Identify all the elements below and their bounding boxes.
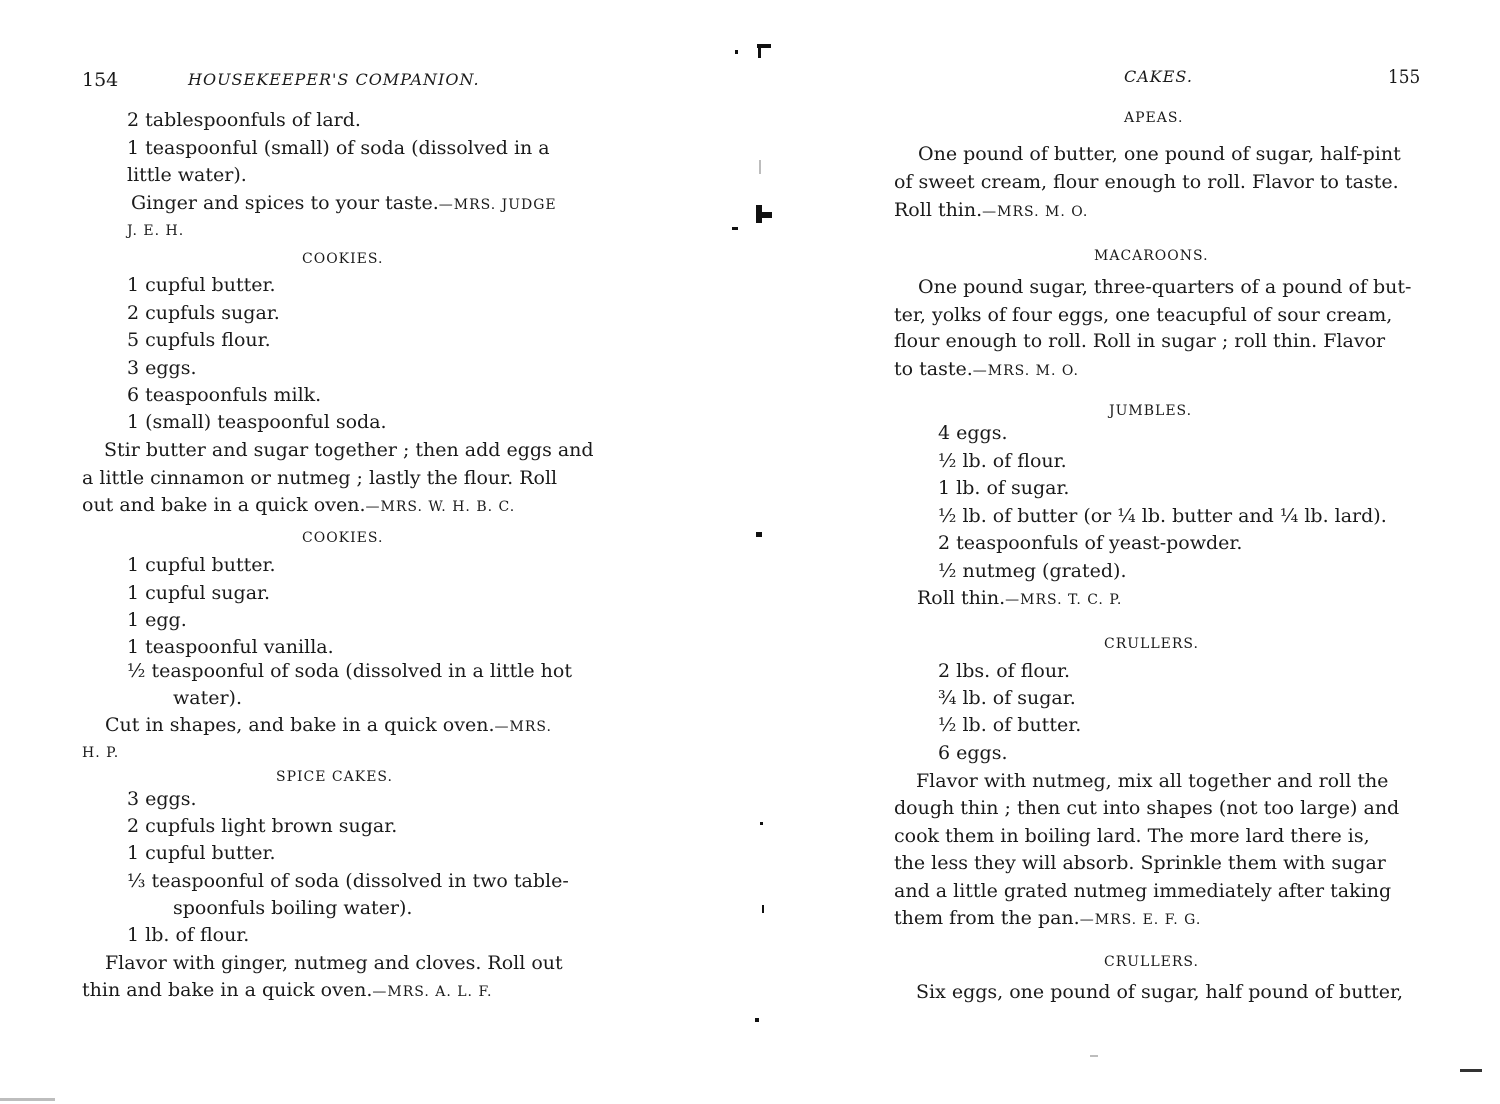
recipe-title: APEAS.	[1124, 110, 1184, 126]
ingredient-line: 6 teaspoonfuls milk.	[127, 384, 322, 406]
direction-line: cook them in boiling lard. The more lard there is,	[894, 825, 1370, 847]
ingredient-line: ⅓ teaspoonful of soda (dissolved in two table-	[127, 870, 569, 892]
direction-line: of sweet cream, flour enough to roll. Flavor to taste.	[894, 171, 1399, 193]
direction-text: to taste.	[894, 358, 973, 380]
ingredient-line: ¾ lb. of sugar.	[938, 687, 1076, 709]
recipe-title: JUMBLES.	[1109, 403, 1193, 419]
ingredient-line: 1 lb. of sugar.	[938, 477, 1070, 499]
signature: —MRS. A. L. F.	[372, 984, 493, 1000]
ink-speck	[735, 50, 738, 54]
direction-line: dough thin ; then cut into shapes (not too large) and	[894, 797, 1400, 819]
direction-line: ter, yolks of four eggs, one teacupful of sour cream,	[894, 304, 1393, 326]
ink-speck	[1090, 1055, 1098, 1057]
signature: —MRS.	[494, 719, 552, 735]
recipe-title: COOKIES.	[302, 251, 384, 267]
ink-speck	[758, 44, 761, 58]
ingredient-line: ½ lb. of butter.	[938, 714, 1082, 736]
ink-speck	[759, 160, 761, 174]
direction-line	[894, 198, 1088, 222]
ingredient-line: 5 cupfuls flour.	[127, 329, 271, 351]
direction-line: One pound sugar, three-quarters of a pound of but-	[918, 276, 1412, 298]
signature: —MRS. E. F. G.	[1079, 912, 1202, 928]
ingredient-line: 3 eggs.	[127, 357, 197, 379]
scan-edge-mark	[0, 1098, 55, 1101]
ink-speck	[756, 532, 762, 537]
ingredient-line: 4 eggs.	[938, 422, 1008, 444]
direction-line	[917, 586, 1122, 610]
ingredient-line: ½ teaspoonful of soda (dissolved in a little hot	[127, 660, 572, 682]
ingredient-line: 3 eggs.	[127, 788, 197, 810]
signature: —MRS. W. H. B. C.	[365, 499, 516, 515]
ingredient-line: 1 lb. of flour.	[127, 924, 250, 946]
ingredient-line: 1 cupful butter.	[127, 554, 276, 576]
right-page	[770, 0, 1500, 1104]
recipe-title: COOKIES.	[302, 530, 384, 546]
signature: —MRS. M. O.	[972, 363, 1079, 379]
direction-line	[894, 906, 1201, 930]
ingredient-line: 1 teaspoonful (small) of soda (dissolved in a	[127, 137, 550, 159]
direction-line: Flavor with nutmeg, mix all together and roll the	[916, 770, 1389, 792]
ink-speck	[762, 905, 764, 913]
signature: —MRS. JUDGE	[438, 197, 557, 213]
ingredient-line: 2 cupfuls sugar.	[127, 302, 280, 324]
direction-line: Stir butter and sugar together ; then add eggs and	[104, 439, 594, 461]
ingredient-line: little water).	[127, 164, 247, 186]
page-number: 154	[82, 69, 119, 91]
ingredient-line: 6 eggs.	[938, 742, 1008, 764]
direction-text: Roll thin.	[894, 199, 983, 221]
direction-text: out and bake in a quick oven.	[82, 494, 366, 516]
direction-line	[82, 978, 492, 1002]
signature: —MRS. T. C. P.	[1005, 592, 1123, 608]
direction-line	[82, 493, 515, 517]
ingredient-line: 1 cupful butter.	[127, 842, 276, 864]
ingredient-line: ½ lb. of butter (or ¼ lb. butter and ¼ lb. lard).	[938, 505, 1387, 527]
signature: —MRS. M. O.	[982, 204, 1089, 220]
ink-speck	[732, 227, 738, 230]
direction-text: them from the pan.	[894, 907, 1080, 929]
direction-line: Six eggs, one pound of sugar, half pound of butter,	[916, 981, 1403, 1003]
ink-speck	[755, 1018, 759, 1022]
recipe-title: CRULLERS.	[1104, 636, 1199, 652]
direction-line: the less they will absorb. Sprinkle them with sugar	[894, 852, 1386, 874]
direction-line: Flavor with ginger, nutmeg and cloves. Roll out	[105, 952, 563, 974]
ingredient-line: water).	[173, 687, 243, 709]
direction-text: Roll thin.	[917, 587, 1006, 609]
scan-edge-mark	[1460, 1069, 1482, 1072]
ingredient-line: 2 cupfuls light brown sugar.	[127, 815, 398, 837]
direction-line: One pound of butter, one pound of sugar, half-pint	[918, 143, 1401, 165]
direction-text: Cut in shapes, and bake in a quick oven.	[105, 714, 495, 736]
direction-line: flour enough to roll. Roll in sugar ; roll thin. Flavor	[894, 330, 1386, 352]
ingredient-line: spoonfuls boiling water).	[173, 897, 413, 919]
recipe-title: CRULLERS.	[1104, 954, 1199, 970]
direction-line: and a little grated nutmeg immediately after taking	[894, 880, 1392, 902]
ingredient-line: 2 teaspoonfuls of yeast-powder.	[938, 532, 1243, 554]
direction-line	[894, 357, 1079, 381]
ingredient-line: 1 cupful sugar.	[127, 582, 271, 604]
ingredient-line: 1 cupful butter.	[127, 274, 276, 296]
ink-speck	[760, 822, 763, 825]
left-page	[0, 0, 740, 1104]
direction-line	[105, 713, 552, 737]
ingredient-line: 2 tablespoonfuls of lard.	[127, 109, 361, 131]
ingredient-line: 1 egg.	[127, 609, 187, 631]
page-number: 155	[1388, 66, 1421, 88]
direction-line	[131, 191, 557, 215]
ingredient-line: ½ nutmeg (grated).	[938, 560, 1127, 582]
recipe-title: MACAROONS.	[1094, 248, 1209, 264]
direction-text: thin and bake in a quick oven.	[82, 979, 373, 1001]
ingredient-line: 1 (small) teaspoonful soda.	[127, 411, 387, 433]
ingredient-line: 2 lbs. of flour.	[938, 660, 1071, 682]
running-head: CAKES.	[1124, 67, 1193, 86]
direction-line: a little cinnamon or nutmeg ; lastly the flour. Roll	[82, 467, 558, 489]
signature: H. P.	[82, 745, 120, 761]
recipe-title: SPICE CAKES.	[276, 769, 393, 785]
signature: J. E. H.	[127, 223, 185, 239]
ingredient-line: ½ lb. of flour.	[938, 450, 1067, 472]
running-head: HOUSEKEEPER'S COMPANION.	[188, 70, 480, 89]
ingredient-line: 1 teaspoonful vanilla.	[127, 636, 334, 658]
direction-text: Ginger and spices to your taste.	[131, 192, 439, 214]
